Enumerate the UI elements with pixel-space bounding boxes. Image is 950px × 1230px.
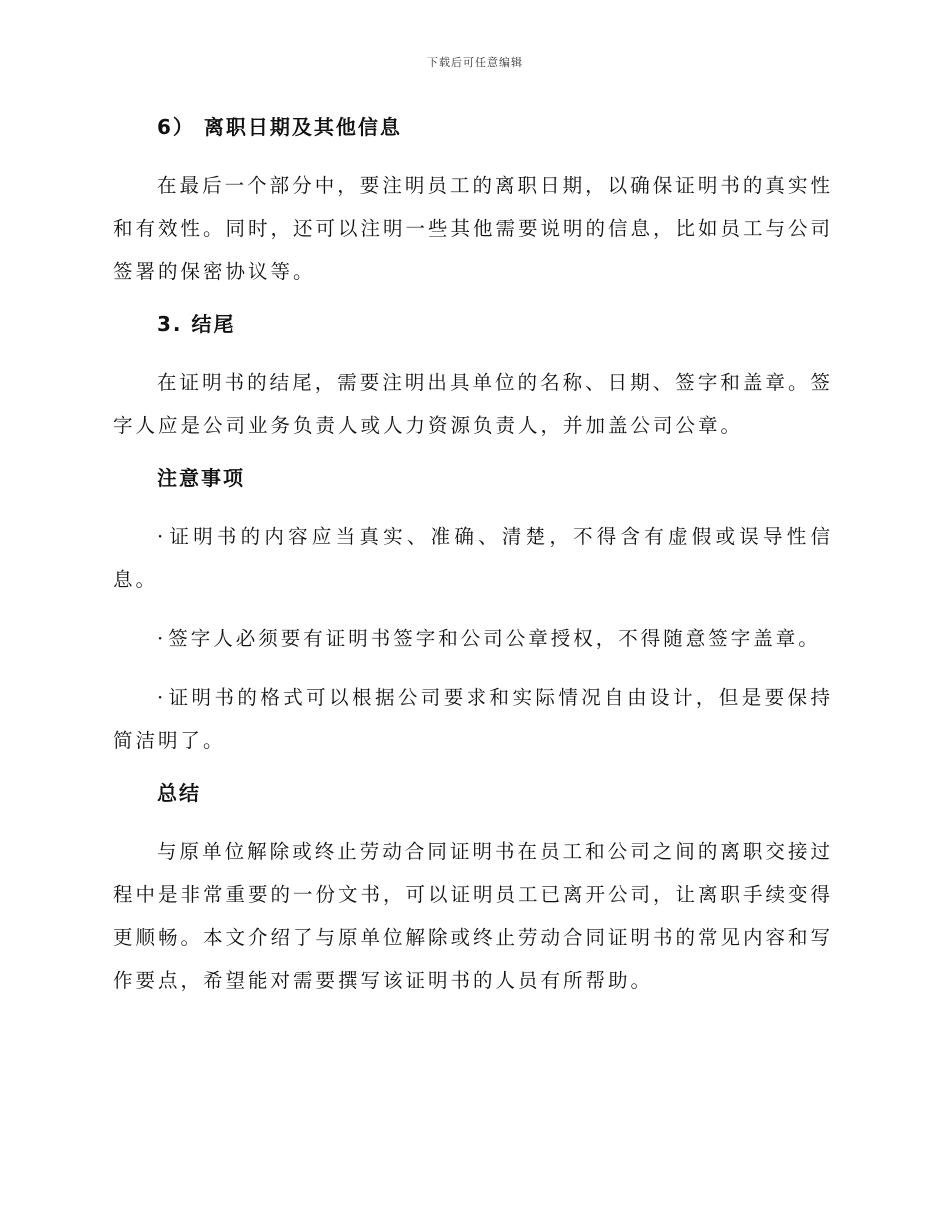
- document-body: [113, 112, 833, 1018]
- paragraph-summary: 与原单位解除或终止劳动合同证明书在员工和公司之间的离职交接过程中是非常重要的一份文书，可以证明员工已离开公司，让离职手续变得更顺畅。本文介绍了与原单位解除或终止劳动合同证明书的常见内容和写作要点，希望能对需要撰写该证明书的人员有所帮助。: [113, 840, 834, 992]
- section-heading-departure-date: 6） 离职日期及其他信息: [157, 115, 402, 139]
- paragraph-ending: 在证明书的结尾，需要注明出具单位的名称、日期、签字和盖章。签字人应是公司业务负责人或人力资源负责人，并加盖公司公章。: [113, 371, 833, 437]
- list-item-text: 证明书的格式可以根据公司要求和实际情况自由设计，但是要保持简洁明了。: [113, 686, 833, 752]
- list-item-text: 签字人必须要有证明书签字和公司公章授权，不得随意签字盖章。: [168, 627, 821, 650]
- paragraph-departure-date: 在最后一个部分中，要注明员工的离职日期，以确保证明书的真实性和有效性。同时，还可以注明一些其他需要说明的信息，比如员工与公司签署的保密协议等。: [113, 174, 834, 283]
- page-header: 下载后可任意编辑: [427, 56, 523, 69]
- bullet-icon: ·: [157, 627, 167, 650]
- list-item: [113, 515, 833, 601]
- bullet-icon: ·: [157, 525, 167, 548]
- section-heading-ending: 3. 结尾: [157, 312, 236, 336]
- section-heading-summary: 总结: [157, 781, 201, 805]
- section-heading-notes: 注意事项: [157, 466, 245, 490]
- list-item: [113, 676, 833, 762]
- list-item-text: 证明书的内容应当真实、准确、清楚，不得含有虚假或误导性信息。: [113, 525, 833, 591]
- list-item: [113, 617, 833, 660]
- bullet-icon: ·: [157, 686, 167, 709]
